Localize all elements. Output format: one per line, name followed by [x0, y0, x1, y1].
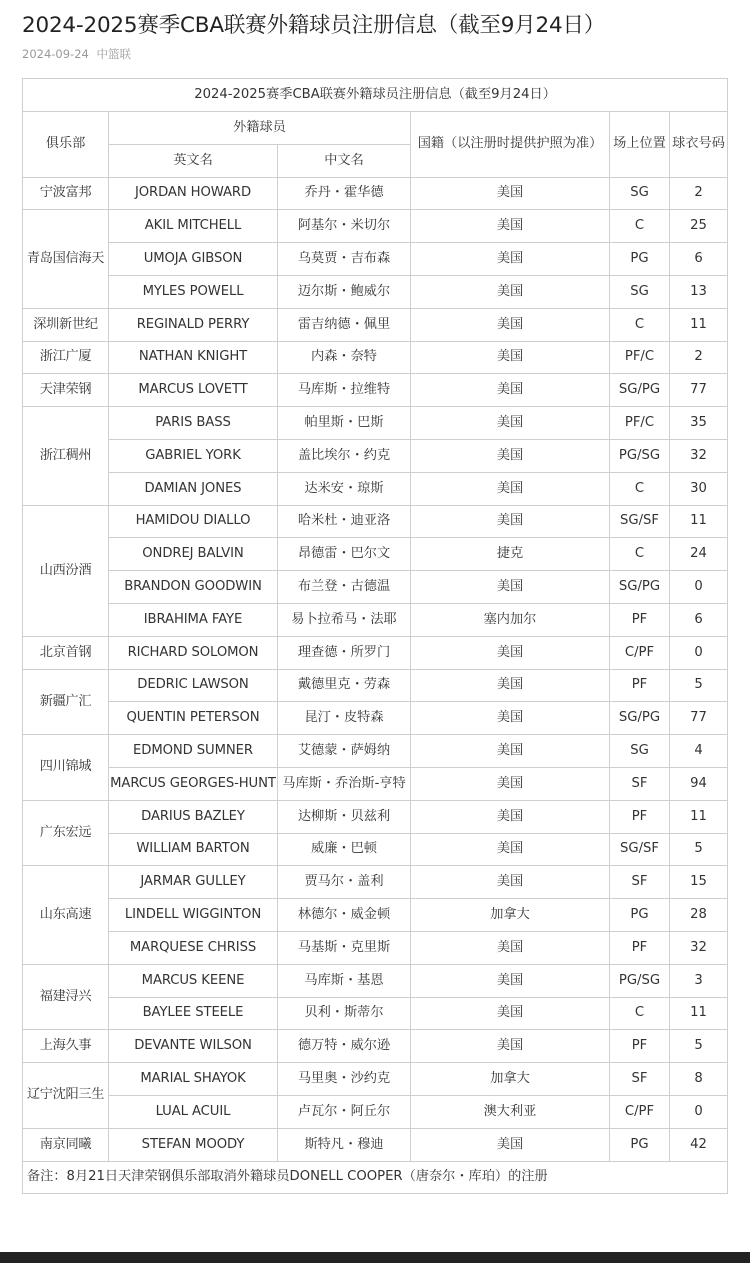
- player-position: PG: [610, 1128, 670, 1161]
- player-rows: [23, 177, 728, 1161]
- table-row: [23, 374, 728, 407]
- club-name: 天津荣钢: [23, 374, 109, 407]
- player-chinese-name: 威廉・巴顿: [278, 833, 411, 866]
- club-name: 山西汾酒: [23, 505, 109, 636]
- table-row: [23, 341, 728, 374]
- player-chinese-name: 雷吉纳德・佩里: [278, 308, 411, 341]
- player-jersey-number: 8: [670, 1063, 728, 1096]
- player-jersey-number: 32: [670, 439, 728, 472]
- player-chinese-name: 哈米杜・迪亚洛: [278, 505, 411, 538]
- player-position: C: [610, 472, 670, 505]
- player-jersey-number: 11: [670, 997, 728, 1030]
- player-english-name: DEDRIC LAWSON: [109, 669, 278, 702]
- table-row: [23, 997, 728, 1030]
- player-chinese-name: 马基斯・克里斯: [278, 931, 411, 964]
- club-name: 浙江广厦: [23, 341, 109, 374]
- player-english-name: DEVANTE WILSON: [109, 1030, 278, 1063]
- page-title: 2024-2025赛季CBA联赛外籍球员注册信息（截至9月24日）: [22, 13, 606, 38]
- player-english-name: NATHAN KNIGHT: [109, 341, 278, 374]
- player-english-name: BAYLEE STEELE: [109, 997, 278, 1030]
- player-jersey-number: 42: [670, 1128, 728, 1161]
- player-chinese-name: 阿基尔・米切尔: [278, 210, 411, 243]
- player-english-name: MARCUS KEENE: [109, 964, 278, 997]
- player-position: PF/C: [610, 341, 670, 374]
- player-english-name: AKIL MITCHELL: [109, 210, 278, 243]
- player-jersey-number: 3: [670, 964, 728, 997]
- player-nationality: 美国: [411, 308, 610, 341]
- club-name: 南京同曦: [23, 1128, 109, 1161]
- player-position: C/PF: [610, 636, 670, 669]
- player-english-name: QUENTIN PETERSON: [109, 702, 278, 735]
- player-nationality: 美国: [411, 439, 610, 472]
- table-row: [23, 1030, 728, 1063]
- player-jersey-number: 15: [670, 866, 728, 899]
- player-nationality: 澳大利亚: [411, 1095, 610, 1128]
- player-jersey-number: 6: [670, 603, 728, 636]
- table-caption: 2024-2025赛季CBA联赛外籍球员注册信息（截至9月24日）: [23, 79, 728, 112]
- table-row: [23, 702, 728, 735]
- player-jersey-number: 11: [670, 800, 728, 833]
- player-jersey-number: 5: [670, 833, 728, 866]
- player-nationality: 美国: [411, 800, 610, 833]
- foreign-player-registration-table: [22, 78, 728, 1194]
- club-name: 辽宁沈阳三生: [23, 1063, 109, 1129]
- table-row: [23, 899, 728, 932]
- player-chinese-name: 艾德蒙・萨姆纳: [278, 735, 411, 768]
- player-nationality: 美国: [411, 177, 610, 210]
- player-jersey-number: 0: [670, 571, 728, 604]
- player-nationality: 美国: [411, 833, 610, 866]
- club-name: 深圳新世纪: [23, 308, 109, 341]
- player-english-name: UMOJA GIBSON: [109, 243, 278, 276]
- table-row: [23, 243, 728, 276]
- player-english-name: LUAL ACUIL: [109, 1095, 278, 1128]
- player-position: C/PF: [610, 1095, 670, 1128]
- player-jersey-number: 94: [670, 767, 728, 800]
- player-position: PF: [610, 931, 670, 964]
- player-jersey-number: 11: [670, 308, 728, 341]
- player-position: SG: [610, 735, 670, 768]
- table-note: 备注：8月21日天津荣钢俱乐部取消外籍球员DONELL COOPER（唐奈尔・库珀）的注册: [23, 1161, 728, 1193]
- player-position: SG/SF: [610, 505, 670, 538]
- player-english-name: JARMAR GULLEY: [109, 866, 278, 899]
- player-jersey-number: 6: [670, 243, 728, 276]
- player-nationality: 美国: [411, 931, 610, 964]
- player-english-name: DARIUS BAZLEY: [109, 800, 278, 833]
- club-name: 广东宏远: [23, 800, 109, 866]
- club-name: 上海久事: [23, 1030, 109, 1063]
- player-chinese-name: 理查德・所罗门: [278, 636, 411, 669]
- note-row: [23, 1161, 728, 1193]
- table-row: [23, 735, 728, 768]
- player-chinese-name: 迈尔斯・鲍威尔: [278, 275, 411, 308]
- table-row: [23, 669, 728, 702]
- player-english-name: JORDAN HOWARD: [109, 177, 278, 210]
- player-position: SG: [610, 177, 670, 210]
- player-nationality: 美国: [411, 669, 610, 702]
- player-nationality: 美国: [411, 866, 610, 899]
- player-position: PG: [610, 243, 670, 276]
- player-jersey-number: 28: [670, 899, 728, 932]
- player-jersey-number: 25: [670, 210, 728, 243]
- player-chinese-name: 易卜拉希马・法耶: [278, 603, 411, 636]
- player-chinese-name: 乌莫贾・吉布森: [278, 243, 411, 276]
- table-row: [23, 636, 728, 669]
- player-english-name: ONDREJ BALVIN: [109, 538, 278, 571]
- table-row: [23, 439, 728, 472]
- table-row: [23, 177, 728, 210]
- player-position: SG/PG: [610, 374, 670, 407]
- player-position: SG/PG: [610, 571, 670, 604]
- player-jersey-number: 30: [670, 472, 728, 505]
- table-row: [23, 407, 728, 440]
- player-english-name: MARQUESE CHRISS: [109, 931, 278, 964]
- player-chinese-name: 盖比埃尔・约克: [278, 439, 411, 472]
- player-chinese-name: 达米安・琼斯: [278, 472, 411, 505]
- player-chinese-name: 帕里斯・巴斯: [278, 407, 411, 440]
- player-nationality: 美国: [411, 210, 610, 243]
- player-jersey-number: 5: [670, 1030, 728, 1063]
- player-position: PF/C: [610, 407, 670, 440]
- table-row: [23, 472, 728, 505]
- player-position: SG/PG: [610, 702, 670, 735]
- player-nationality: 美国: [411, 1030, 610, 1063]
- player-nationality: 美国: [411, 505, 610, 538]
- club-name: 新疆广汇: [23, 669, 109, 735]
- player-jersey-number: 13: [670, 275, 728, 308]
- player-nationality: 美国: [411, 243, 610, 276]
- player-nationality: 美国: [411, 341, 610, 374]
- player-position: SF: [610, 1063, 670, 1096]
- bottom-bar: [0, 1252, 750, 1263]
- table-row: [23, 538, 728, 571]
- player-nationality: 美国: [411, 767, 610, 800]
- player-nationality: 美国: [411, 275, 610, 308]
- player-nationality: 美国: [411, 571, 610, 604]
- club-name: 青岛国信海天: [23, 210, 109, 308]
- player-nationality: 美国: [411, 636, 610, 669]
- player-chinese-name: 昆汀・皮特森: [278, 702, 411, 735]
- source-label: 中篮联: [96, 47, 131, 61]
- table-row: [23, 505, 728, 538]
- player-english-name: GABRIEL YORK: [109, 439, 278, 472]
- table-row: [23, 308, 728, 341]
- table-row: [23, 800, 728, 833]
- player-english-name: BRANDON GOODWIN: [109, 571, 278, 604]
- player-english-name: MARIAL SHAYOK: [109, 1063, 278, 1096]
- publish-date: 2024-09-24: [22, 47, 89, 61]
- player-nationality: 加拿大: [411, 899, 610, 932]
- player-chinese-name: 昂德雷・巴尔文: [278, 538, 411, 571]
- player-position: SF: [610, 767, 670, 800]
- player-jersey-number: 77: [670, 374, 728, 407]
- article-meta: [22, 46, 131, 62]
- club-name: 四川锦城: [23, 735, 109, 801]
- player-position: PF: [610, 1030, 670, 1063]
- player-chinese-name: 内森・奈特: [278, 341, 411, 374]
- player-english-name: HAMIDOU DIALLO: [109, 505, 278, 538]
- table-row: [23, 833, 728, 866]
- player-english-name: REGINALD PERRY: [109, 308, 278, 341]
- player-chinese-name: 德万特・威尔逊: [278, 1030, 411, 1063]
- player-chinese-name: 卢瓦尔・阿丘尔: [278, 1095, 411, 1128]
- player-english-name: IBRAHIMA FAYE: [109, 603, 278, 636]
- table-row: [23, 964, 728, 997]
- player-chinese-name: 林德尔・威金顿: [278, 899, 411, 932]
- table-row: [23, 767, 728, 800]
- club-name: 宁波富邦: [23, 177, 109, 210]
- player-chinese-name: 马里奥・沙约克: [278, 1063, 411, 1096]
- player-english-name: RICHARD SOLOMON: [109, 636, 278, 669]
- player-nationality: 捷克: [411, 538, 610, 571]
- table-row: [23, 1095, 728, 1128]
- player-english-name: PARIS BASS: [109, 407, 278, 440]
- header-club: 俱乐部: [23, 112, 109, 178]
- player-english-name: WILLIAM BARTON: [109, 833, 278, 866]
- header-chinese-name: 中文名: [278, 144, 411, 177]
- player-nationality: 美国: [411, 407, 610, 440]
- header-position: 场上位置: [610, 112, 670, 178]
- player-nationality: 美国: [411, 1128, 610, 1161]
- player-jersey-number: 0: [670, 636, 728, 669]
- player-position: SG: [610, 275, 670, 308]
- player-english-name: EDMOND SUMNER: [109, 735, 278, 768]
- player-english-name: LINDELL WIGGINTON: [109, 899, 278, 932]
- player-chinese-name: 马库斯・拉维特: [278, 374, 411, 407]
- header-jersey: 球衣号码: [670, 112, 728, 178]
- table-row: [23, 1063, 728, 1096]
- player-english-name: STEFAN MOODY: [109, 1128, 278, 1161]
- player-jersey-number: 24: [670, 538, 728, 571]
- player-jersey-number: 11: [670, 505, 728, 538]
- player-chinese-name: 马库斯・乔治斯-亨特: [278, 767, 411, 800]
- header-nationality: 国籍（以注册时提供护照为准）: [411, 112, 610, 178]
- table-row: [23, 571, 728, 604]
- player-nationality: 美国: [411, 374, 610, 407]
- header-player-group: 外籍球员: [109, 112, 411, 145]
- player-chinese-name: 布兰登・古德温: [278, 571, 411, 604]
- player-position: PF: [610, 800, 670, 833]
- player-position: C: [610, 308, 670, 341]
- player-position: C: [610, 538, 670, 571]
- player-nationality: 美国: [411, 964, 610, 997]
- player-english-name: MYLES POWELL: [109, 275, 278, 308]
- player-position: PG/SG: [610, 964, 670, 997]
- player-nationality: 加拿大: [411, 1063, 610, 1096]
- player-english-name: DAMIAN JONES: [109, 472, 278, 505]
- player-nationality: 美国: [411, 472, 610, 505]
- table-row: [23, 210, 728, 243]
- table-row: [23, 275, 728, 308]
- player-english-name: MARCUS GEORGES-HUNT: [109, 767, 278, 800]
- header-english-name: 英文名: [109, 144, 278, 177]
- player-chinese-name: 贾马尔・盖利: [278, 866, 411, 899]
- player-chinese-name: 贝利・斯蒂尔: [278, 997, 411, 1030]
- player-chinese-name: 戴德里克・劳森: [278, 669, 411, 702]
- player-jersey-number: 35: [670, 407, 728, 440]
- table-row: [23, 1128, 728, 1161]
- player-position: C: [610, 210, 670, 243]
- player-position: PF: [610, 603, 670, 636]
- player-jersey-number: 0: [670, 1095, 728, 1128]
- club-name: 山东高速: [23, 866, 109, 964]
- player-position: SG/SF: [610, 833, 670, 866]
- club-name: 浙江稠州: [23, 407, 109, 505]
- table-row: [23, 866, 728, 899]
- header-row: [23, 112, 728, 145]
- player-jersey-number: 2: [670, 177, 728, 210]
- player-jersey-number: 77: [670, 702, 728, 735]
- player-nationality: 美国: [411, 735, 610, 768]
- player-position: SF: [610, 866, 670, 899]
- player-jersey-number: 5: [670, 669, 728, 702]
- player-position: PF: [610, 669, 670, 702]
- player-chinese-name: 斯特凡・穆迪: [278, 1128, 411, 1161]
- player-jersey-number: 4: [670, 735, 728, 768]
- player-jersey-number: 32: [670, 931, 728, 964]
- player-english-name: MARCUS LOVETT: [109, 374, 278, 407]
- player-chinese-name: 乔丹・霍华德: [278, 177, 411, 210]
- player-nationality: 美国: [411, 997, 610, 1030]
- player-jersey-number: 2: [670, 341, 728, 374]
- club-name: 福建浔兴: [23, 964, 109, 1030]
- player-position: C: [610, 997, 670, 1030]
- player-nationality: 美国: [411, 702, 610, 735]
- player-position: PG/SG: [610, 439, 670, 472]
- table-row: [23, 931, 728, 964]
- club-name: 北京首钢: [23, 636, 109, 669]
- table-row: [23, 603, 728, 636]
- player-position: PG: [610, 899, 670, 932]
- player-chinese-name: 马库斯・基恩: [278, 964, 411, 997]
- table-caption-row: [23, 79, 728, 112]
- player-nationality: 塞内加尔: [411, 603, 610, 636]
- player-chinese-name: 达柳斯・贝兹利: [278, 800, 411, 833]
